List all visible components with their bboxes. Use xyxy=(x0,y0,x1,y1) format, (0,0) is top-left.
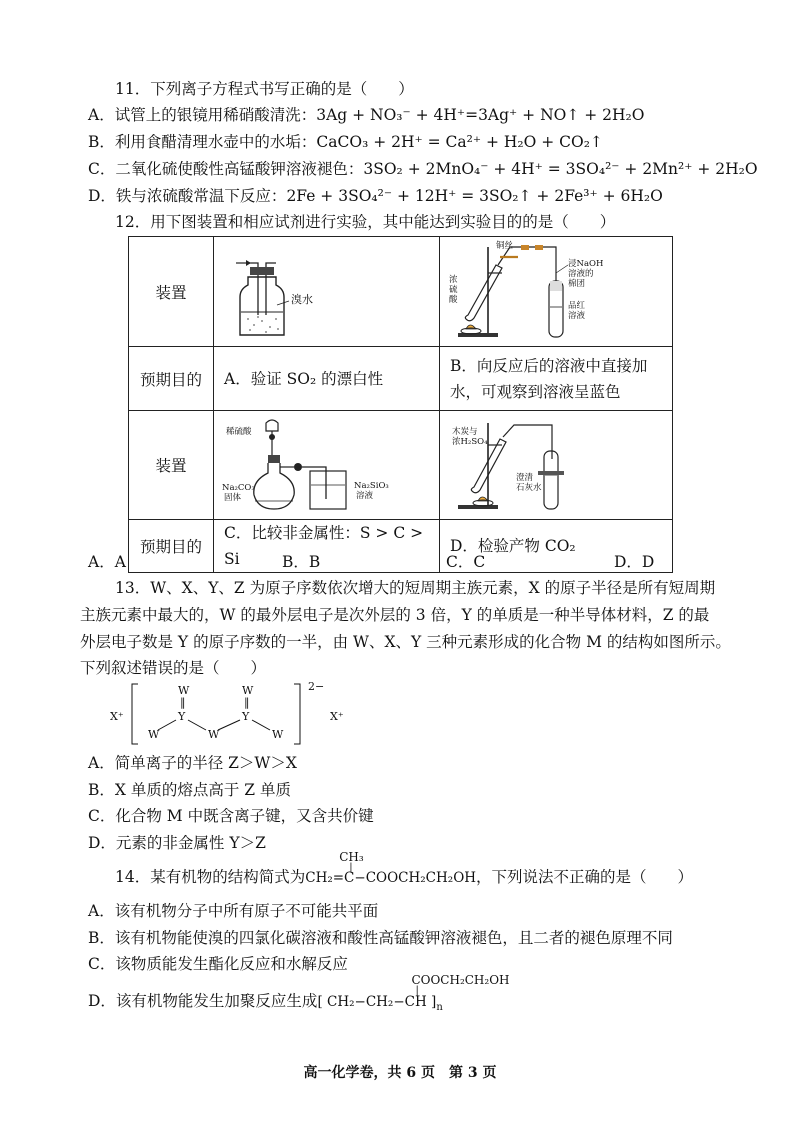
figure-d-cell xyxy=(440,411,673,520)
figure-b-label-acid: 酸 xyxy=(449,295,458,305)
q12-option-d: D．D xyxy=(614,553,655,571)
purpose-b-line1: B．向反应后的溶液中直接加 xyxy=(450,356,648,375)
figure-c-label-solid: 固体 xyxy=(224,493,242,503)
purpose-d: D．检验产物 CO₂ xyxy=(440,520,673,573)
q13-w-top2: W xyxy=(242,684,254,697)
page-footer: 高一化学卷，共 6 页 第 3 页 xyxy=(303,1065,497,1081)
q13-w-right: W xyxy=(272,728,284,741)
q11-b-text: B．利用食醋清理水壶中的水垢： xyxy=(88,133,317,151)
q13-stem-line3: 外层电子数是 Y 的原子序数的一半，由 W、X、Y 三种元素形成的化合物 M 的结构如图所示。 xyxy=(80,633,731,651)
figure-b-label-sulf: 硫 xyxy=(449,285,458,295)
q13-stem-line2: 主族元素中最大的，W 的最外层电子是次外层的 3 倍，Y 的单质是一种半导体材料，Z 的最 xyxy=(80,606,710,624)
q13-option-a: A．简单离子的半径 Z＞W＞X xyxy=(88,754,297,772)
q13-stem-line4: 下列叙述错误的是（ ） xyxy=(80,659,267,677)
q14-poly-side-chain: COOCH₂CH₂OH xyxy=(411,973,510,987)
q14-option-d xyxy=(88,973,510,1014)
purpose-b-line2: 水，可观察到溶液呈蓝色 xyxy=(450,382,621,401)
figure-d-label-conc-h2so4: 浓H₂SO₄ xyxy=(452,437,488,447)
purpose-b xyxy=(440,347,673,411)
q11-d-text: D．铁与浓硫酸常温下反应： xyxy=(88,187,287,205)
q14-poly-n: n xyxy=(436,1002,443,1014)
q11-c-equation: 3SO₂ + 2MnO₄⁻ + 4H⁺ = 3SO₄²⁻ + 2Mn²⁺ + 2H₂O xyxy=(363,160,758,178)
figure-d-label-clear: 澄清 xyxy=(516,473,534,483)
figure-c-cell xyxy=(214,411,440,520)
figure-b-cell xyxy=(440,237,673,347)
purpose-a: A．验证 SO₂ 的漂白性 xyxy=(214,347,440,411)
q13-double-bond2: ‖ xyxy=(244,696,250,709)
figure-c-label-na2sio3: Na₂SiO₃ xyxy=(354,481,389,491)
figure-a-cell xyxy=(214,237,440,347)
q13-double-bond1: ‖ xyxy=(180,696,186,709)
q13-y-right: Y xyxy=(242,710,250,723)
figure-b-label-cotton: 棉团 xyxy=(568,279,586,289)
figure-b-label-magenta: 品红 xyxy=(568,301,586,311)
figure-d-label-charcoal: 木炭与 xyxy=(452,427,478,437)
q14-stem-pre: 14．某有机物的结构简式为 xyxy=(115,868,306,886)
q11-option-b xyxy=(88,131,603,153)
q13-w-bridge: W xyxy=(208,728,220,741)
q13-stem-line1: 13．W、X、Y、Z 为原子序数依次增大的短周期主族元素，X 的原子半径是所有短周期 xyxy=(115,579,716,597)
q13-option-b: B．X 单质的熔点高于 Z 单质 xyxy=(88,781,291,799)
q11-option-a xyxy=(88,104,644,126)
q14-struct-methyl: CH₃ xyxy=(339,850,364,864)
q11-stem: 11．下列离子方程式书写正确的是（ ） xyxy=(115,80,414,98)
q14-stem-post: ，下列说法不正确的是（ ） xyxy=(476,868,694,886)
q13-option-d: D．元素的非金属性 Y＞Z xyxy=(88,834,266,852)
figure-b-copper-reaction xyxy=(440,237,672,342)
q11-d-equation: 2Fe + 3SO₄²⁻ + 12H⁺ = 3SO₂↑ + 2Fe³⁺ + 6H₂O xyxy=(286,187,663,205)
purpose-c: C．比较非金属性：S > C > Si xyxy=(214,520,440,573)
q14-stem xyxy=(115,850,694,889)
figure-b-label-copper: 铜丝 xyxy=(496,241,514,251)
q13-cation-right: X⁺ xyxy=(330,710,344,723)
figure-c-label-solution: 溶液 xyxy=(356,491,374,501)
q14-polymer: COOCH₂CH₂OH | [ CH₂−CH₂−CH ]$_n$ xyxy=(317,973,510,1014)
q12-option-c: C．C xyxy=(446,553,486,571)
q13-cation-left: X⁺ xyxy=(110,710,124,723)
q12-apparatus-table xyxy=(128,236,673,573)
label-purpose-row2: 预期目的 xyxy=(129,520,214,573)
q14-structure: CH₃ | CH₂=C−COOCH₂CH₂OH xyxy=(305,850,477,886)
figure-a-label: 溴水 xyxy=(291,293,313,306)
figure-b-label-conc: 浓 xyxy=(449,275,458,285)
q14-option-a: A．该有机物分子中所有原子不可能共平面 xyxy=(88,902,379,920)
q11-a-equation: 3Ag + NO₃⁻ + 4H⁺=3Ag⁺ + NO↑ + 2H₂O xyxy=(316,106,645,124)
q14-option-b: B．该有机物能使溴的四氯化碳溶液和酸性高锰酸钾溶液褪色，且二者的褪色原理不同 xyxy=(88,929,673,947)
figure-d-label-limewater: 石灰水 xyxy=(516,483,542,493)
q12-option-a: A．A xyxy=(88,553,126,571)
q14-poly-main: [ CH₂−CH₂−CH ] xyxy=(317,994,437,1010)
q13-charge: 2− xyxy=(308,680,325,693)
q11-option-d xyxy=(88,185,663,207)
q11-a-text: A．试管上的银镜用稀硝酸清洗： xyxy=(88,106,317,124)
figure-b-label-magenta-sol: 溶液 xyxy=(568,311,586,321)
q13-w-top1: W xyxy=(178,684,190,697)
q11-b-equation: CaCO₃ + 2H⁺ = Ca²⁺ + H₂O + CO₂↑ xyxy=(316,133,603,151)
q11-c-text: C．二氧化硫使酸性高锰酸钾溶液褪色： xyxy=(88,160,364,178)
q12-option-b: B．B xyxy=(282,553,321,571)
q13-option-c: C．化合物 M 中既含离子键，又含共价键 xyxy=(88,807,374,825)
label-purpose-row1: 预期目的 xyxy=(129,347,214,411)
figure-c-label-na2co3: Na₂CO₃ xyxy=(222,483,255,493)
figure-b-label-naoh: 浸NaOH xyxy=(568,259,604,269)
figure-b-label-solution-of: 溶液的 xyxy=(568,269,594,279)
q14-option-c: C．该物质能发生酯化反应和水解反应 xyxy=(88,955,348,973)
q13-structure-m xyxy=(96,680,366,748)
q14-struct-main: CH₂=C−COOCH₂CH₂OH xyxy=(305,870,477,886)
q13-y-left: Y xyxy=(178,710,186,723)
figure-c-label-dilute-acid: 稀硫酸 xyxy=(226,427,252,437)
label-device-row2: 装置 xyxy=(129,411,214,520)
q12-stem: 12．用下图装置和相应试剂进行实验，其中能达到实验目的的是（ ） xyxy=(115,213,616,231)
figure-a-bromine-bottle xyxy=(214,237,439,342)
q11-option-c xyxy=(88,158,758,180)
q14-d-text: D．该有机物能发生加聚反应生成 xyxy=(88,992,318,1010)
label-device-row1: 装置 xyxy=(129,237,214,347)
q13-w-left: W xyxy=(148,728,160,741)
